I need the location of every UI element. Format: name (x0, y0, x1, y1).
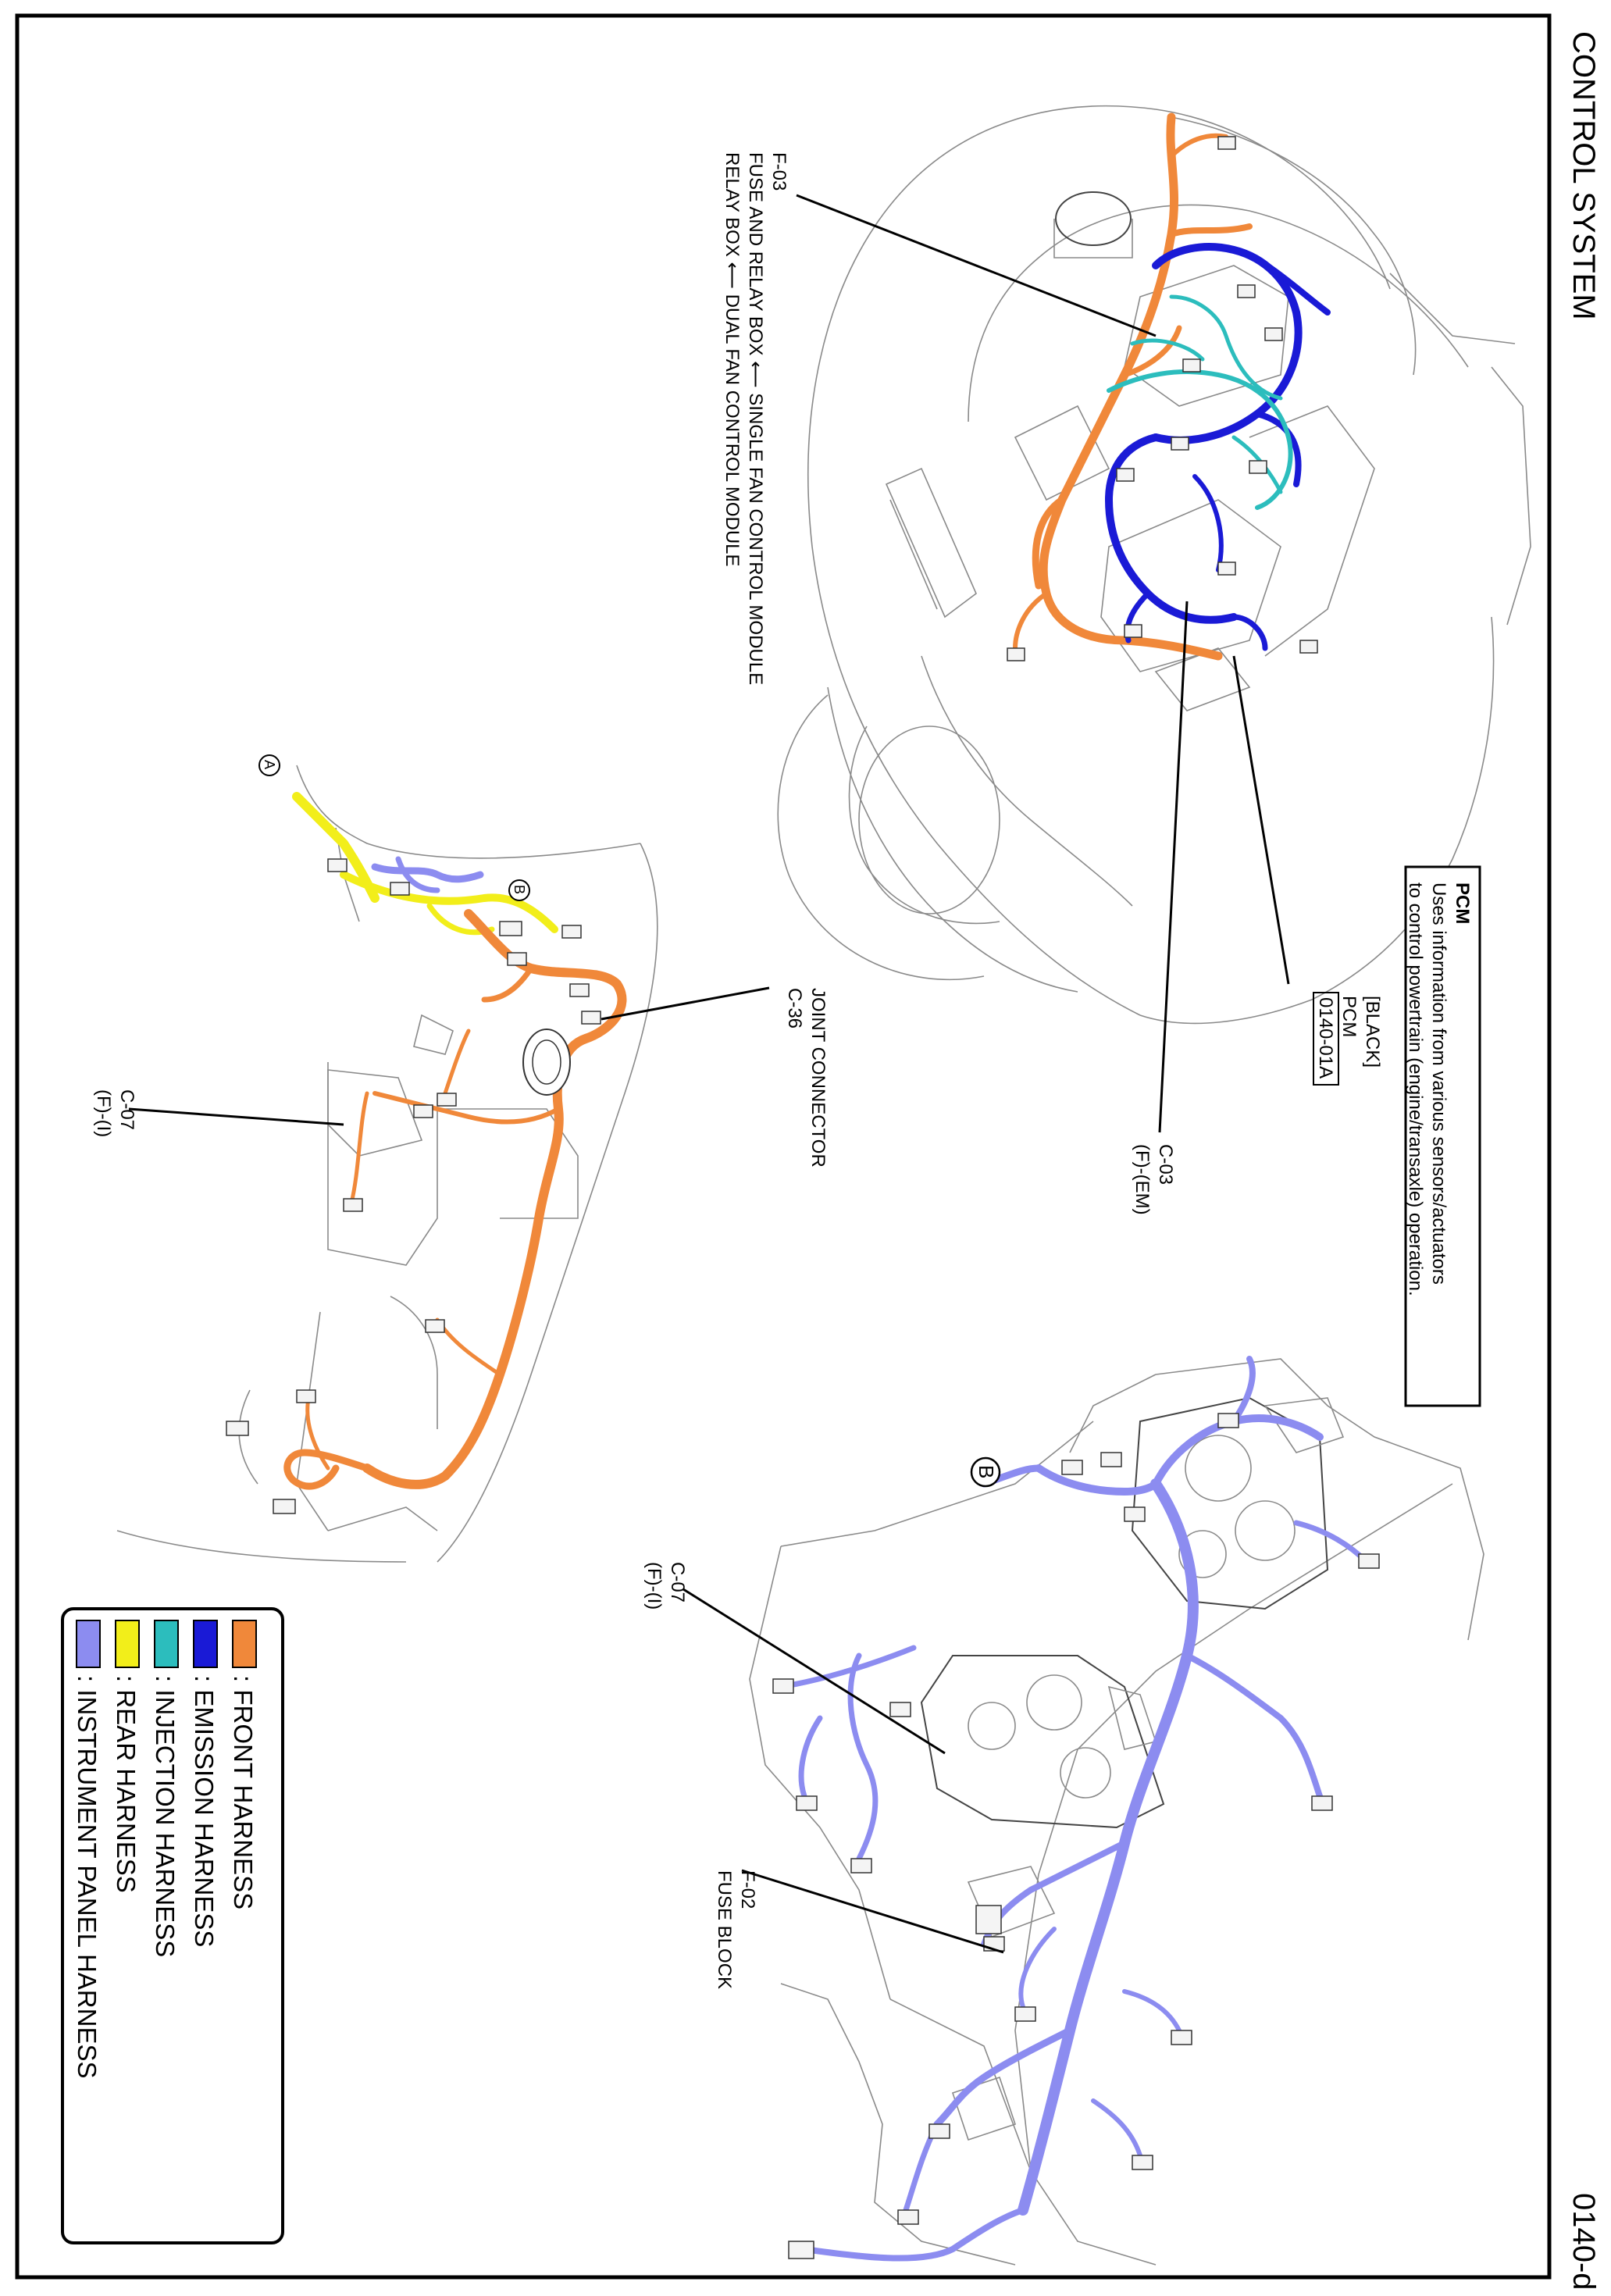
pcm-name-label: PCM (1338, 996, 1360, 1038)
svg-text:A: A (262, 760, 277, 770)
legend-label-0: : FRONT HARNESS (229, 1675, 258, 1910)
legend-swatch-1 (194, 1620, 217, 1667)
svg-text:B: B (975, 1465, 998, 1479)
legend-label-3: : REAR HARNESS (112, 1675, 141, 1893)
legend-swatch-2 (155, 1620, 178, 1667)
c07-ip-callout (643, 1562, 945, 1753)
pcm-color-label: [BLACK] (1362, 996, 1383, 1068)
legend-label-4: : INSTRUMENT PANEL HARNESS (73, 1675, 102, 2079)
pcm-note-box (1405, 867, 1480, 1406)
page-title: CONTROL SYSTEM (1566, 31, 1601, 320)
instrument-panel-illustration (750, 1359, 1484, 2265)
c07-floor-callout (93, 1089, 344, 1137)
f03-id-label: F-03 (768, 152, 789, 191)
legend-swatch-4 (77, 1620, 100, 1667)
c07-floor-loc-label: (F)-(I) (93, 1089, 114, 1138)
c07-floor-id-label: C-07 (116, 1089, 137, 1131)
pcm-note-line1: Uses information from various sensors/actuators (1428, 882, 1449, 1285)
page-code: 0140-d (1566, 2193, 1601, 2291)
c07-ip-loc-label: (F)-(I) (643, 1562, 665, 1610)
f02-name-label: FUSE BLOCK (714, 1870, 735, 1990)
svg-text:B: B (511, 885, 527, 895)
pcm-callout (1234, 656, 1383, 1085)
c03-id-label: C-03 (1155, 1144, 1176, 1185)
f03-line1-label: FUSE AND RELAY BOX ⟵ SINGLE FAN CONTROL MODULE (745, 152, 766, 686)
f03-line2-label: RELAY BOX ⟵ DUAL FAN CONTROL MODULE (722, 152, 743, 567)
legend-swatch-0 (233, 1620, 256, 1667)
c07-ip-id-label: C-07 (667, 1562, 688, 1603)
legend-label-1: : EMISSION HARNESS (190, 1675, 219, 1948)
c03-callout (1132, 601, 1187, 1215)
joint-id-label: C-36 (784, 988, 805, 1029)
legend-label-2: : INJECTION HARNESS (151, 1675, 180, 1958)
f02-id-label: F-02 (737, 1870, 758, 1909)
ref-circle-b-large (971, 1458, 1000, 1486)
floor-harness-illustration (117, 765, 658, 1562)
ref-circle-b-small (509, 880, 529, 900)
legend-swatch-3 (116, 1620, 139, 1667)
joint-name-label: JOINT CONNECTOR (807, 988, 829, 1168)
pcm-note-line2: to control powertrain (engine/transaxle) operation. (1405, 882, 1426, 1296)
pcm-code-label: 0140-01A (1315, 997, 1336, 1079)
harness-legend (62, 1609, 283, 2243)
c03-loc-label: (F)-(EM) (1132, 1144, 1153, 1215)
pcm-note-heading: PCM (1452, 882, 1473, 925)
ref-circle-a (259, 755, 280, 775)
f03-callout (722, 152, 1156, 685)
joint-connector-callout (601, 988, 829, 1168)
